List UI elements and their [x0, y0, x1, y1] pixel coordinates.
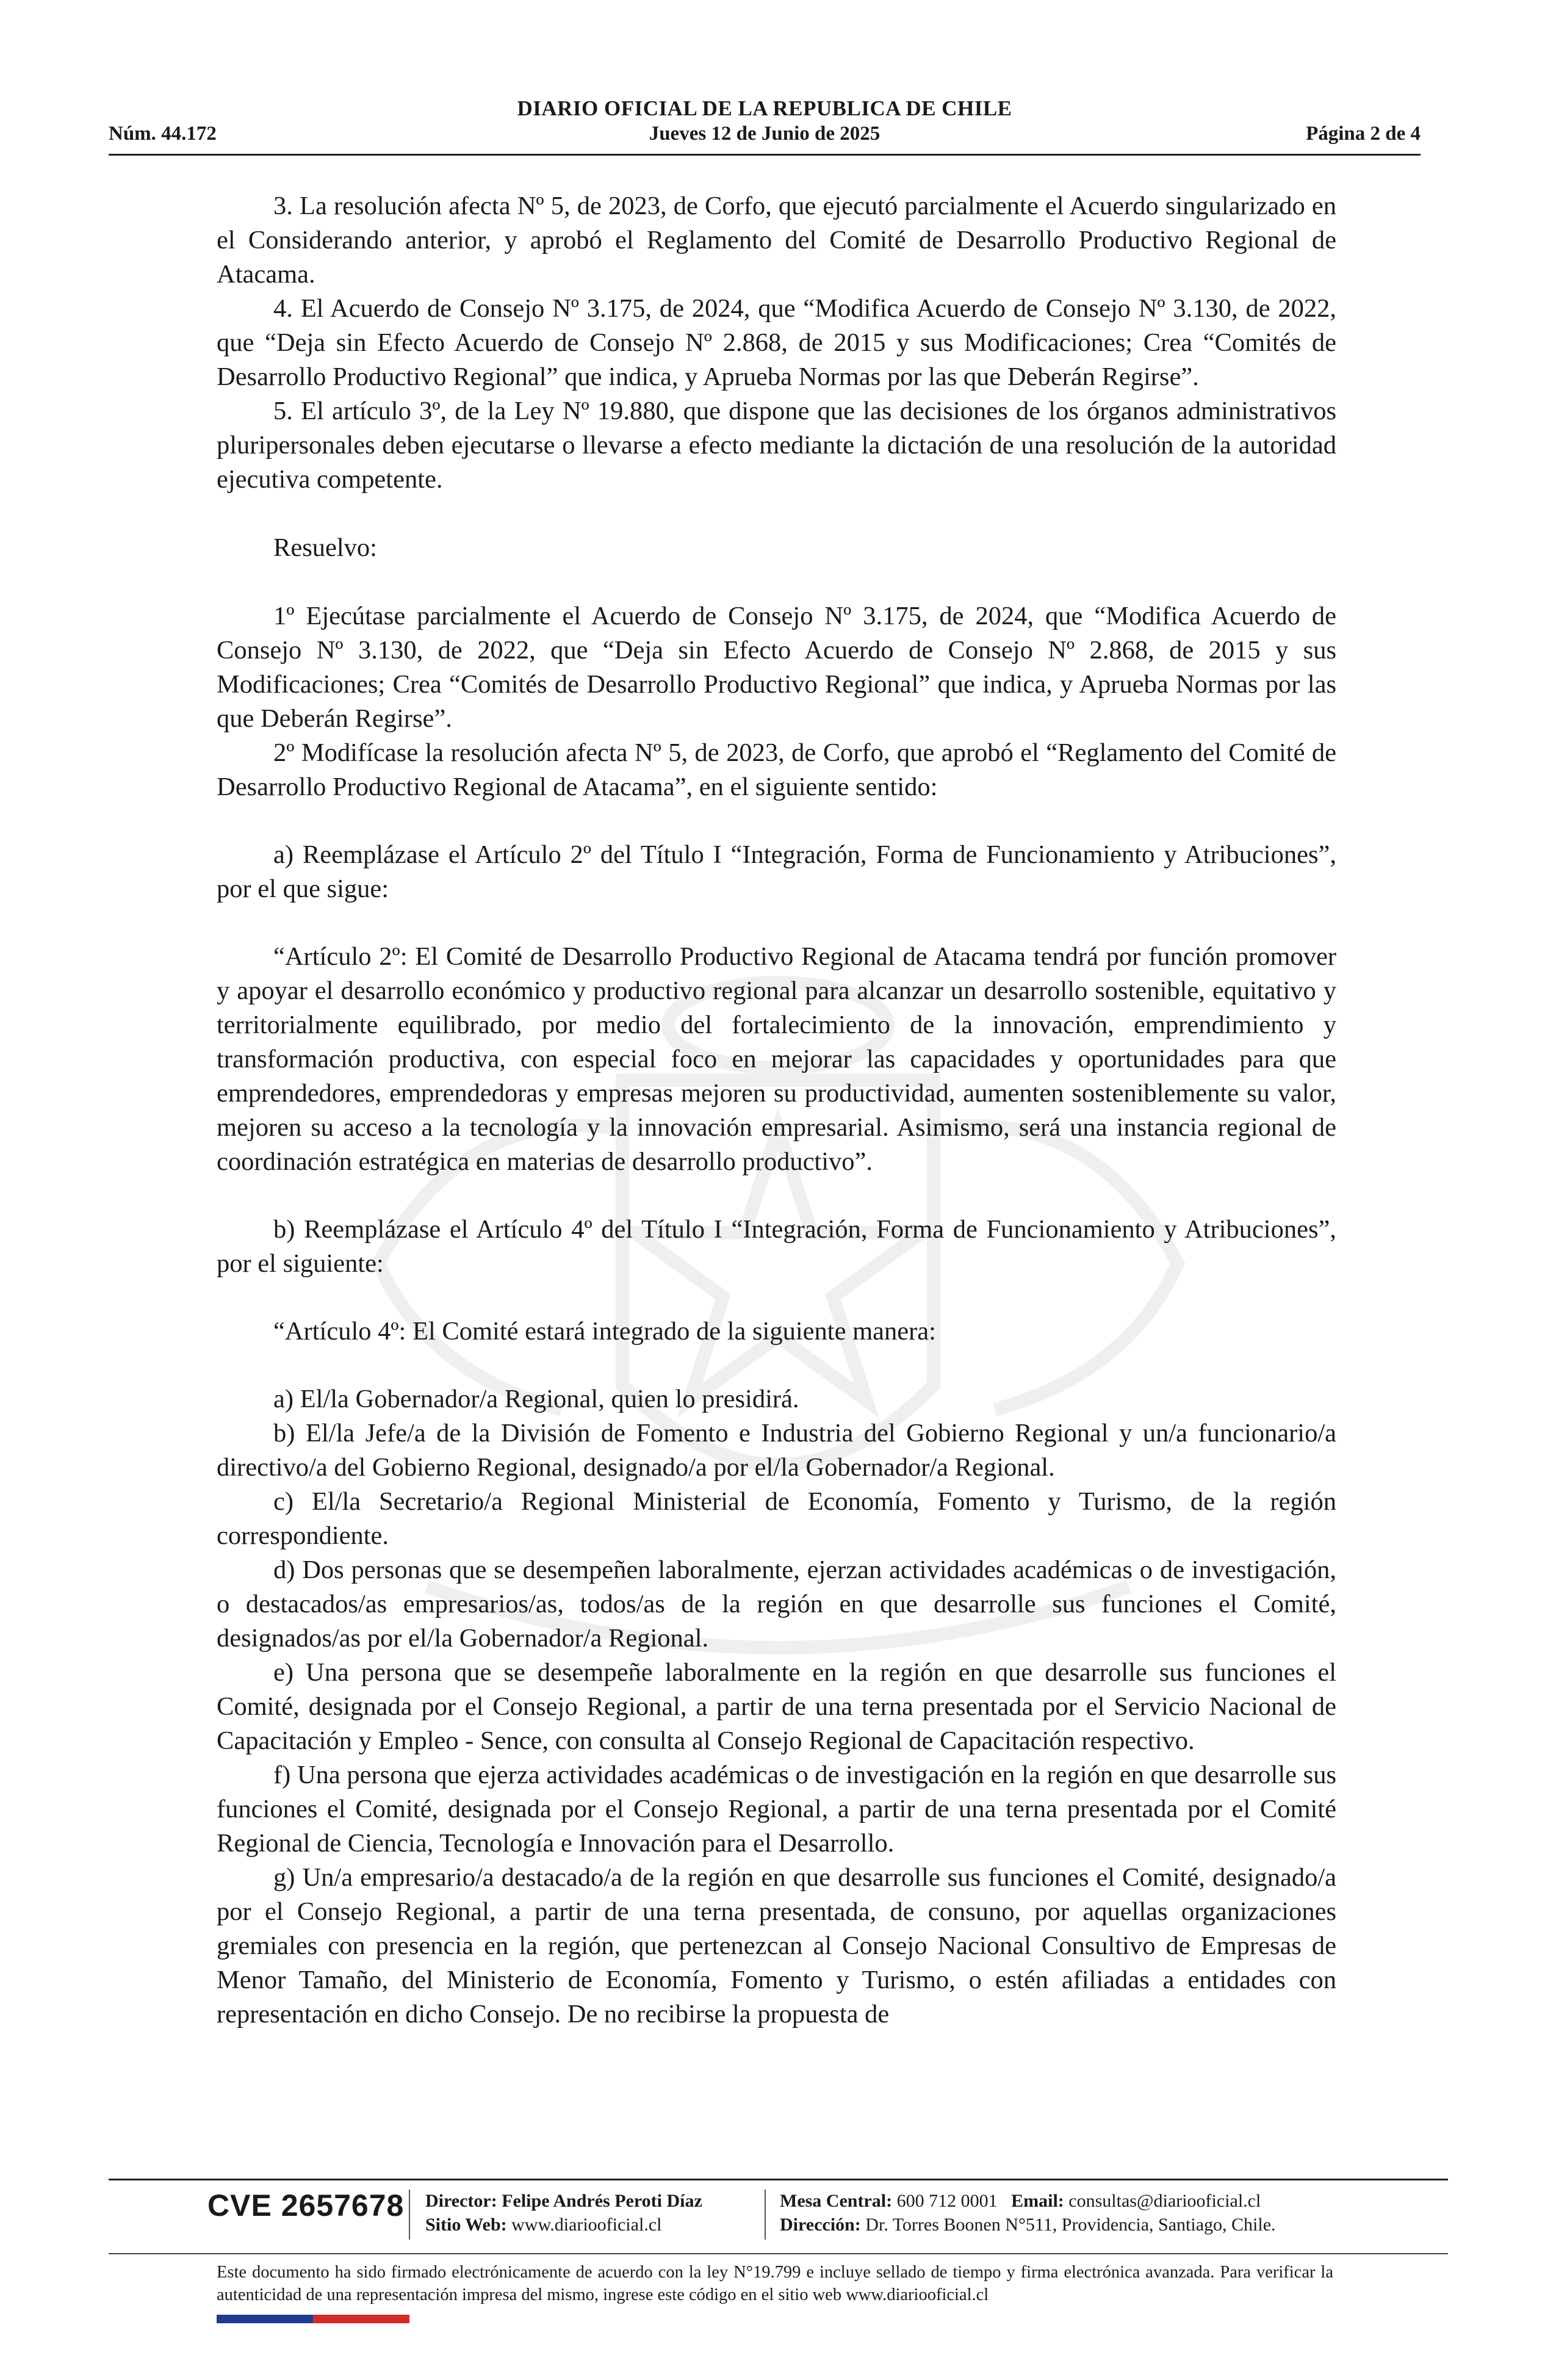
director-label: Director:	[425, 2191, 497, 2211]
issue-date: Jueves 12 de Junio de 2025	[649, 123, 881, 145]
resolution-2: 2º Modifícase la resolución afecta Nº 5, de 2023, de Corfo, que aprobó el “Reglamento del Comité de Desarrollo Productivo Regional de Atacama”, en el siguiente sentido:	[217, 738, 1336, 801]
resolution-1: 1º Ejecútase parcialmente el Acuerdo de Consejo Nº 3.175, de 2024, que “Modifica Acuerdo de Consejo Nº 3.130, de 2022, que “Deja sin Efecto Acuerdo de Consejo Nº 2.868, de 2015 y sus Modificaciones; Crea “Comités de Desarrollo Productivo Regional” que indica, y Aprueba Normas por las que Deberán Regirse”.	[217, 602, 1336, 733]
footer-separator	[409, 2190, 410, 2240]
flag-red-bar	[313, 2315, 409, 2323]
cve-code: CVE 2657678	[207, 2188, 405, 2223]
footer-contact-column	[780, 2189, 1276, 2237]
article-2-text: “Artículo 2º: El Comité de Desarrollo Productivo Regional de Atacama tendrá por función promover y apoyar el desarrollo económico y productivo regional para alcanzar un desarrollo sostenible, equitativo y territorialmente equilibrado, por medio del fortalecimiento de la innovación, emprendimiento y transformación productiva, con especial foco en mejorar las capacidades y oportunidades para que emprendedores, emprendedoras y empresas mejoren su productividad, aumenten sosteniblemente su valor, mejoren su acceso a la tecnología y la innovación empresarial. Asimismo, será una instancia regional de coordinación estratégica en materias de desarrollo productivo”.	[217, 942, 1336, 1176]
paragraph-4: 4. El Acuerdo de Consejo Nº 3.175, de 2024, que “Modifica Acuerdo de Consejo Nº 3.130, de 2022, que “Deja sin Efecto Acuerdo de Consejo Nº 2.868, de 2015 y sus Modificaciones; Crea “Comités de Desarrollo Productivo Regional” que indica, y Aprueba Normas por las que Deberán Regirse”.	[217, 294, 1336, 391]
paragraph-3: 3. La resolución afecta Nº 5, de 2023, de Corfo, que ejecutó parcialmente el Acuerdo singularizado en el Considerando anterior, y aprobó el Reglamento del Comité de Desarrollo Productivo Regional de Atacama.	[217, 192, 1336, 289]
email-label: Email:	[1011, 2191, 1064, 2211]
publication-title: DIARIO OFICIAL DE LA REPUBLICA DE CHILE	[517, 96, 1012, 120]
article-4-intro: “Artículo 4º: El Comité estará integrado de la siguiente manera:	[273, 1317, 936, 1346]
director-name: Felipe Andrés Peroti Díaz	[502, 2191, 702, 2211]
list-item-g: g) Un/a empresario/a destacado/a de la región en que desarrolle sus funciones el Comité, designado/a por el Consejo Regional, a partir de una terna presentada, de consuno, por aquellas organizaciones gremiales con presencia en la región, que pertenezcan al Consejo Nacional Consultivo de Empresas de Menor Tamaño, del Ministerio de Economía, Fomento y Turismo, o estén afiliadas a entidades con representación en dicho Consejo. De no recibirse la propuesta de	[217, 1863, 1336, 2028]
amendment-b-intro: b) Reemplázase el Artículo 4º del Título I “Integración, Forma de Funcionamiento y Atribuciones”, por el siguiente:	[217, 1215, 1336, 1278]
page-indicator: Página 2 de 4	[1306, 123, 1421, 145]
list-item-e: e) Una persona que se desempeñe laboralmente en la región en que desarrolle sus funciones el Comité, designada por el Consejo Regional, a partir de una terna presentada por el Servicio Nacional de Capacitación y Empleo - Sence, con consulta al Consejo Regional de Capacitación respectivo.	[217, 1658, 1336, 1755]
footer-director-column	[425, 2189, 702, 2237]
site-label: Sitio Web:	[425, 2215, 507, 2235]
resuelvo-heading: Resuelvo:	[273, 533, 377, 562]
list-item-f: f) Una persona que ejerza actividades académicas o de investigación en la región en que desarrolle sus funciones el Comité, designada por el Consejo Regional, a partir de una terna presentada por el Comité Regional de Ciencia, Tecnología e Innovación para el Desarrollo.	[217, 1761, 1336, 1858]
list-item-d: d) Dos personas que se desempeñen laboralmente, ejerzan actividades académicas o de investigación, o destacados/as empresarios/as, todos/as de la región en que desarrolle sus funciones el Comité, designados/as por el/la Gobernador/a Regional.	[217, 1556, 1336, 1653]
header-divider	[109, 154, 1421, 156]
address-label: Dirección:	[780, 2215, 861, 2235]
footer-divider-top	[109, 2179, 1448, 2180]
footer-divider-mid	[109, 2253, 1448, 2254]
mesa-label: Mesa Central:	[780, 2191, 893, 2211]
signature-notice: Este documento ha sido firmado electrónicamente de acuerdo con la ley N°19.799 e incluye sellado de tiempo y firma electrónica avanzada. Para verificar la autenticidad de una representación impresa del mismo, ingrese este código en el sitio web www.diariooficial.cl	[217, 2263, 1333, 2304]
flag-blue-bar	[217, 2315, 313, 2323]
mesa-phone: 600 712 0001	[896, 2191, 998, 2211]
footer-separator	[765, 2190, 766, 2240]
paragraph-5: 5. El artículo 3º, de la Ley Nº 19.880, que dispone que las decisiones de los órganos administrativos pluripersonales deben ejecutarse o llevarse a efecto mediante la dictación de una resolución de la autoridad ejecutiva competente.	[217, 397, 1336, 494]
address-value: Dr. Torres Boonen N°511, Providencia, Santiago, Chile.	[865, 2215, 1276, 2235]
list-item-c: c) El/la Secretario/a Regional Ministerial de Economía, Fomento y Turismo, de la región correspondiente.	[217, 1487, 1336, 1550]
list-item-a: a) El/la Gobernador/a Regional, quien lo presidirá.	[273, 1385, 799, 1413]
issue-number: Núm. 44.172	[109, 123, 217, 145]
email-link[interactable]: consultas@diariooficial.cl	[1068, 2191, 1261, 2211]
amendment-a-intro: a) Reemplázase el Artículo 2º del Título I “Integración, Forma de Funcionamiento y Atribuciones”, por el que sigue:	[217, 840, 1336, 903]
site-link[interactable]: www.diariooficial.cl	[511, 2215, 662, 2235]
document-body	[217, 189, 1336, 2032]
list-item-b: b) El/la Jefe/a de la División de Fomento e Industria del Gobierno Regional y un/a funcionario/a directivo/a del Gobierno Regional, designado/a por el/la Gobernador/a Regional.	[217, 1419, 1336, 1482]
